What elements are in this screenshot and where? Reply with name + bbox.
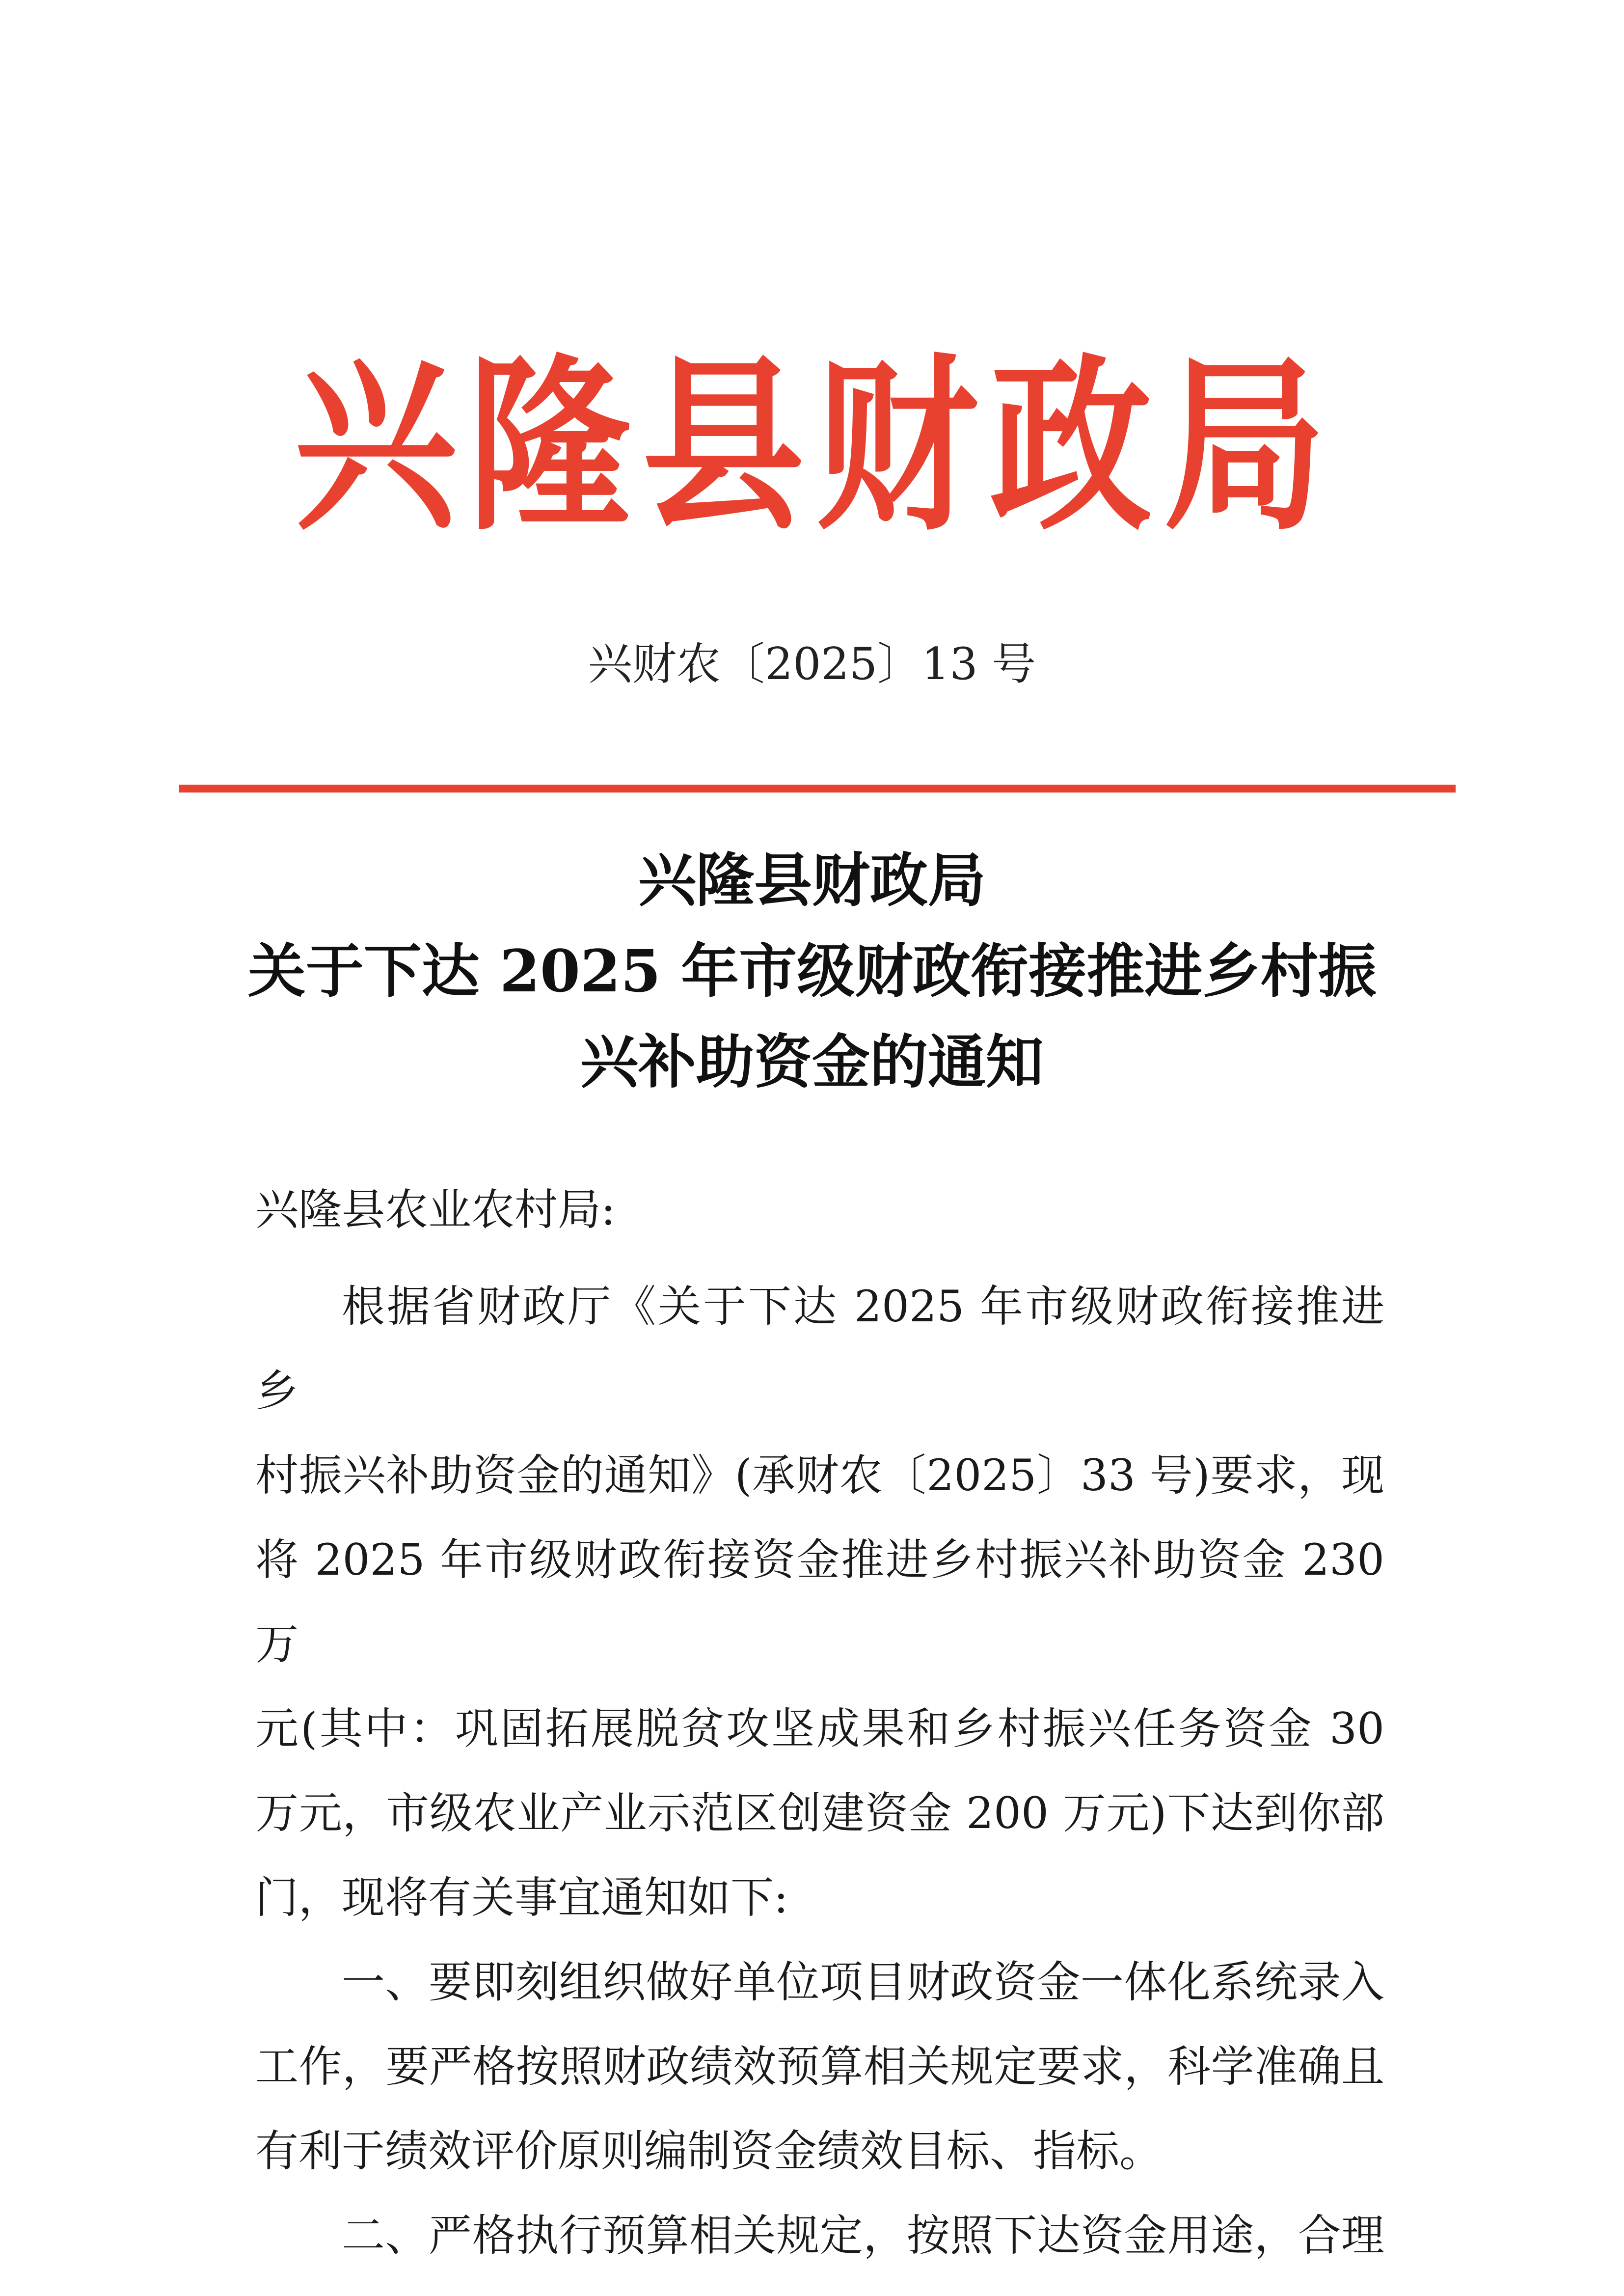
recipient-line: 兴隆县农业农村局: <box>255 1184 616 1235</box>
document-title <box>0 835 1624 1107</box>
body-line: 万元，市级农业产业示范区创建资金 200 万元)下达到你部 <box>255 1788 1384 1838</box>
masthead-char: 政 <box>990 338 1152 555</box>
body-line: 工作，要严格按照财政绩效预算相关规定要求，科学准确且 <box>255 2041 1384 2092</box>
masthead-title <box>295 338 1326 555</box>
body-line: 根据省财政厅《关于下达 2025 年市级财政衔接推进乡 <box>255 1281 1384 1416</box>
document-number: 兴财农〔2025〕13 号 <box>588 638 1036 690</box>
red-divider-line <box>179 785 1456 793</box>
masthead-char: 县 <box>642 338 804 555</box>
body-line: 将 2025 年市级财政衔接资金推进乡村振兴补助资金 230 万 <box>255 1534 1384 1669</box>
body-line: 元(其中：巩固拓展脱贫攻坚成果和乡村振兴任务资金 30 <box>255 1703 1384 1754</box>
document-body <box>255 1264 1384 2278</box>
masthead-char: 局 <box>1164 338 1326 555</box>
masthead-char: 财 <box>816 338 978 555</box>
body-line: 一、要即刻组织做好单位项目财政资金一体化系统录入 <box>342 1957 1384 2007</box>
masthead-char: 兴 <box>295 338 457 555</box>
title-line: 兴补助资金的通知 <box>580 1028 1044 1096</box>
title-line: 兴隆县财政局 <box>638 846 986 914</box>
body-line: 村振兴补助资金的通知》(承财农〔2025〕33 号)要求，现 <box>255 1450 1384 1501</box>
title-line: 关于下达 2025 年市级财政衔接推进乡村振 <box>247 937 1377 1005</box>
body-line: 二、严格执行预算相关规定，按照下达资金用途，合理 <box>342 2210 1384 2261</box>
masthead-char: 隆 <box>468 338 630 555</box>
body-line: 门，现将有关事宜通知如下: <box>255 1872 788 1923</box>
body-line: 有利于绩效评价原则编制资金绩效目标、指标。 <box>255 2126 1163 2176</box>
